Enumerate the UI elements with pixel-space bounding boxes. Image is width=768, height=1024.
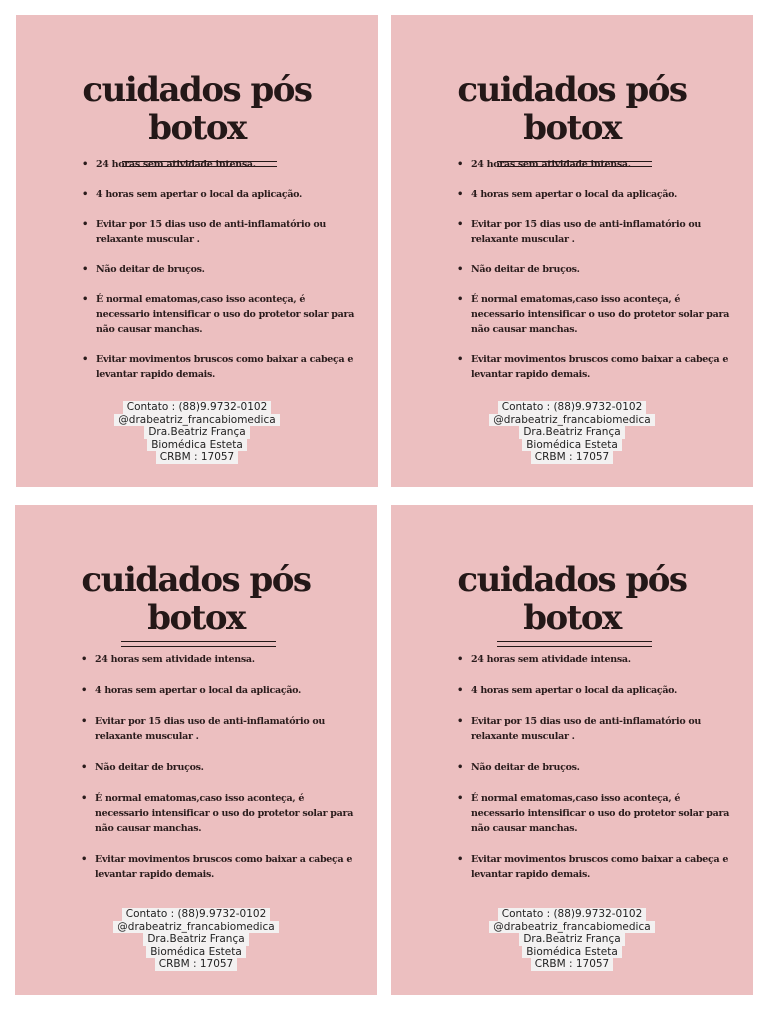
- contact-block: [15, 908, 377, 971]
- list-item: • Evitar movimentos bruscos como baixar a cabeça e levantar rapido demais.: [457, 354, 729, 380]
- list-item: • É normal ematomas,caso isso aconteça, é necessario intensificar o uso do protetor solar para não causar manchas.: [457, 294, 730, 335]
- contact-phone: Contato : (88)9.9732-0102: [123, 401, 272, 414]
- bullet-icon: •: [457, 793, 464, 804]
- contact-block: [16, 401, 378, 464]
- contact-instagram-handle: @drabeatriz_francabiomedica: [489, 921, 654, 934]
- flyer-title-line-2: botox: [523, 598, 621, 638]
- contact-phone: Contato : (88)9.9732-0102: [498, 401, 647, 414]
- list-item: • Não deitar de bruços.: [81, 762, 204, 773]
- bullet-icon: •: [457, 354, 464, 365]
- flyer-title-line-1: cuidados pós: [457, 560, 687, 600]
- care-list: [82, 157, 358, 397]
- list-item: • 4 horas sem apertar o local da aplicação.: [457, 189, 678, 200]
- bullet-icon: •: [457, 654, 464, 665]
- list-item: • Evitar movimentos bruscos como baixar a cabeça e levantar rapido demais.: [81, 854, 353, 880]
- bullet-icon: •: [457, 685, 464, 696]
- contact-registration: CRBM : 17057: [531, 958, 614, 971]
- flyer-card-2: [391, 15, 753, 487]
- list-item: • É normal ematomas,caso isso aconteça, é necessario intensificar o uso do protetor solar para não causar manchas.: [82, 294, 355, 335]
- list-item: • 4 horas sem apertar o local da aplicação.: [81, 685, 302, 696]
- contact-phone: Contato : (88)9.9732-0102: [498, 908, 647, 921]
- flyer-title: [391, 561, 753, 637]
- contact-name: Dra.Beatriz França: [519, 933, 624, 946]
- flyer-title-line-1: cuidados pós: [82, 70, 312, 110]
- contact-name: Dra.Beatriz França: [519, 426, 624, 439]
- contact-name: Dra.Beatriz França: [143, 933, 248, 946]
- bullet-icon: •: [81, 793, 88, 804]
- contact-profession: Biomédica Esteta: [146, 946, 246, 959]
- contact-profession: Biomédica Esteta: [522, 946, 622, 959]
- list-item: • É normal ematomas,caso isso aconteça, é necessario intensificar o uso do protetor solar para não causar manchas.: [81, 793, 354, 834]
- care-list: [457, 157, 733, 397]
- bullet-icon: •: [457, 294, 464, 305]
- bullet-icon: •: [82, 189, 89, 200]
- list-item: • Evitar por 15 dias uso de anti-inflamatório ou relaxante muscular .: [457, 219, 702, 245]
- flyer-card-3: [15, 505, 377, 995]
- title-underline: [497, 641, 652, 647]
- bullet-icon: •: [457, 762, 464, 773]
- list-item: • Evitar movimentos bruscos como baixar a cabeça e levantar rapido demais.: [82, 354, 354, 380]
- contact-instagram-handle: @drabeatriz_francabiomedica: [113, 921, 278, 934]
- bullet-icon: •: [81, 654, 88, 665]
- title-underline: [121, 641, 276, 647]
- contact-block: [391, 401, 753, 464]
- bullet-icon: •: [457, 189, 464, 200]
- flyer-card-1: [16, 15, 378, 487]
- contact-name: Dra.Beatriz França: [144, 426, 249, 439]
- list-item: • Não deitar de bruços.: [457, 762, 580, 773]
- list-item: • 4 horas sem apertar o local da aplicação.: [82, 189, 303, 200]
- contact-instagram-handle: @drabeatriz_francabiomedica: [114, 414, 279, 427]
- list-item: • Evitar por 15 dias uso de anti-inflamatório ou relaxante muscular .: [457, 716, 702, 742]
- bullet-icon: •: [457, 264, 464, 275]
- bullet-icon: •: [82, 354, 89, 365]
- bullet-icon: •: [81, 685, 88, 696]
- bullet-icon: •: [457, 219, 464, 230]
- list-item: • 24 horas sem atividade intensa.: [457, 654, 631, 665]
- flyer-title: [16, 71, 378, 147]
- contact-instagram-handle: @drabeatriz_francabiomedica: [489, 414, 654, 427]
- bullet-icon: •: [457, 159, 464, 170]
- list-item: • Evitar por 15 dias uso de anti-inflamatório ou relaxante muscular .: [82, 219, 327, 245]
- bullet-icon: •: [81, 762, 88, 773]
- list-item: • É normal ematomas,caso isso aconteça, é necessario intensificar o uso do protetor solar para não causar manchas.: [457, 793, 730, 834]
- flyer-card-4: [391, 505, 753, 995]
- bullet-icon: •: [81, 854, 88, 865]
- flyer-title-line-2: botox: [148, 108, 246, 148]
- contact-block: [391, 908, 753, 971]
- list-item: • 24 horas sem atividade intensa.: [81, 654, 255, 665]
- flyer-title-line-1: cuidados pós: [457, 70, 687, 110]
- flyer-title-line-1: cuidados pós: [81, 560, 311, 600]
- list-item: • Não deitar de bruços.: [457, 264, 580, 275]
- bullet-icon: •: [81, 716, 88, 727]
- list-item: • Evitar movimentos bruscos como baixar a cabeça e levantar rapido demais.: [457, 854, 729, 880]
- care-list: [457, 652, 733, 898]
- list-item: • 24 horas sem atividade intensa.: [457, 159, 631, 170]
- contact-profession: Biomédica Esteta: [522, 439, 622, 452]
- bullet-icon: •: [82, 294, 89, 305]
- contact-registration: CRBM : 17057: [155, 958, 238, 971]
- list-item: • Evitar por 15 dias uso de anti-inflamatório ou relaxante muscular .: [81, 716, 326, 742]
- bullet-icon: •: [82, 219, 89, 230]
- list-item: • Não deitar de bruços.: [82, 264, 205, 275]
- contact-registration: CRBM : 17057: [531, 451, 614, 464]
- care-list: [81, 652, 357, 898]
- flyer-title: [391, 71, 753, 147]
- contact-phone: Contato : (88)9.9732-0102: [122, 908, 271, 921]
- bullet-icon: •: [82, 264, 89, 275]
- flyer-title: [15, 561, 377, 637]
- bullet-icon: •: [457, 716, 464, 727]
- flyer-title-line-2: botox: [147, 598, 245, 638]
- flyer-title-line-2: botox: [523, 108, 621, 148]
- contact-registration: CRBM : 17057: [156, 451, 239, 464]
- bullet-icon: •: [457, 854, 464, 865]
- bullet-icon: •: [82, 159, 89, 170]
- contact-profession: Biomédica Esteta: [147, 439, 247, 452]
- list-item: • 4 horas sem apertar o local da aplicação.: [457, 685, 678, 696]
- list-item: • 24 horas sem atividade intensa.: [82, 159, 256, 170]
